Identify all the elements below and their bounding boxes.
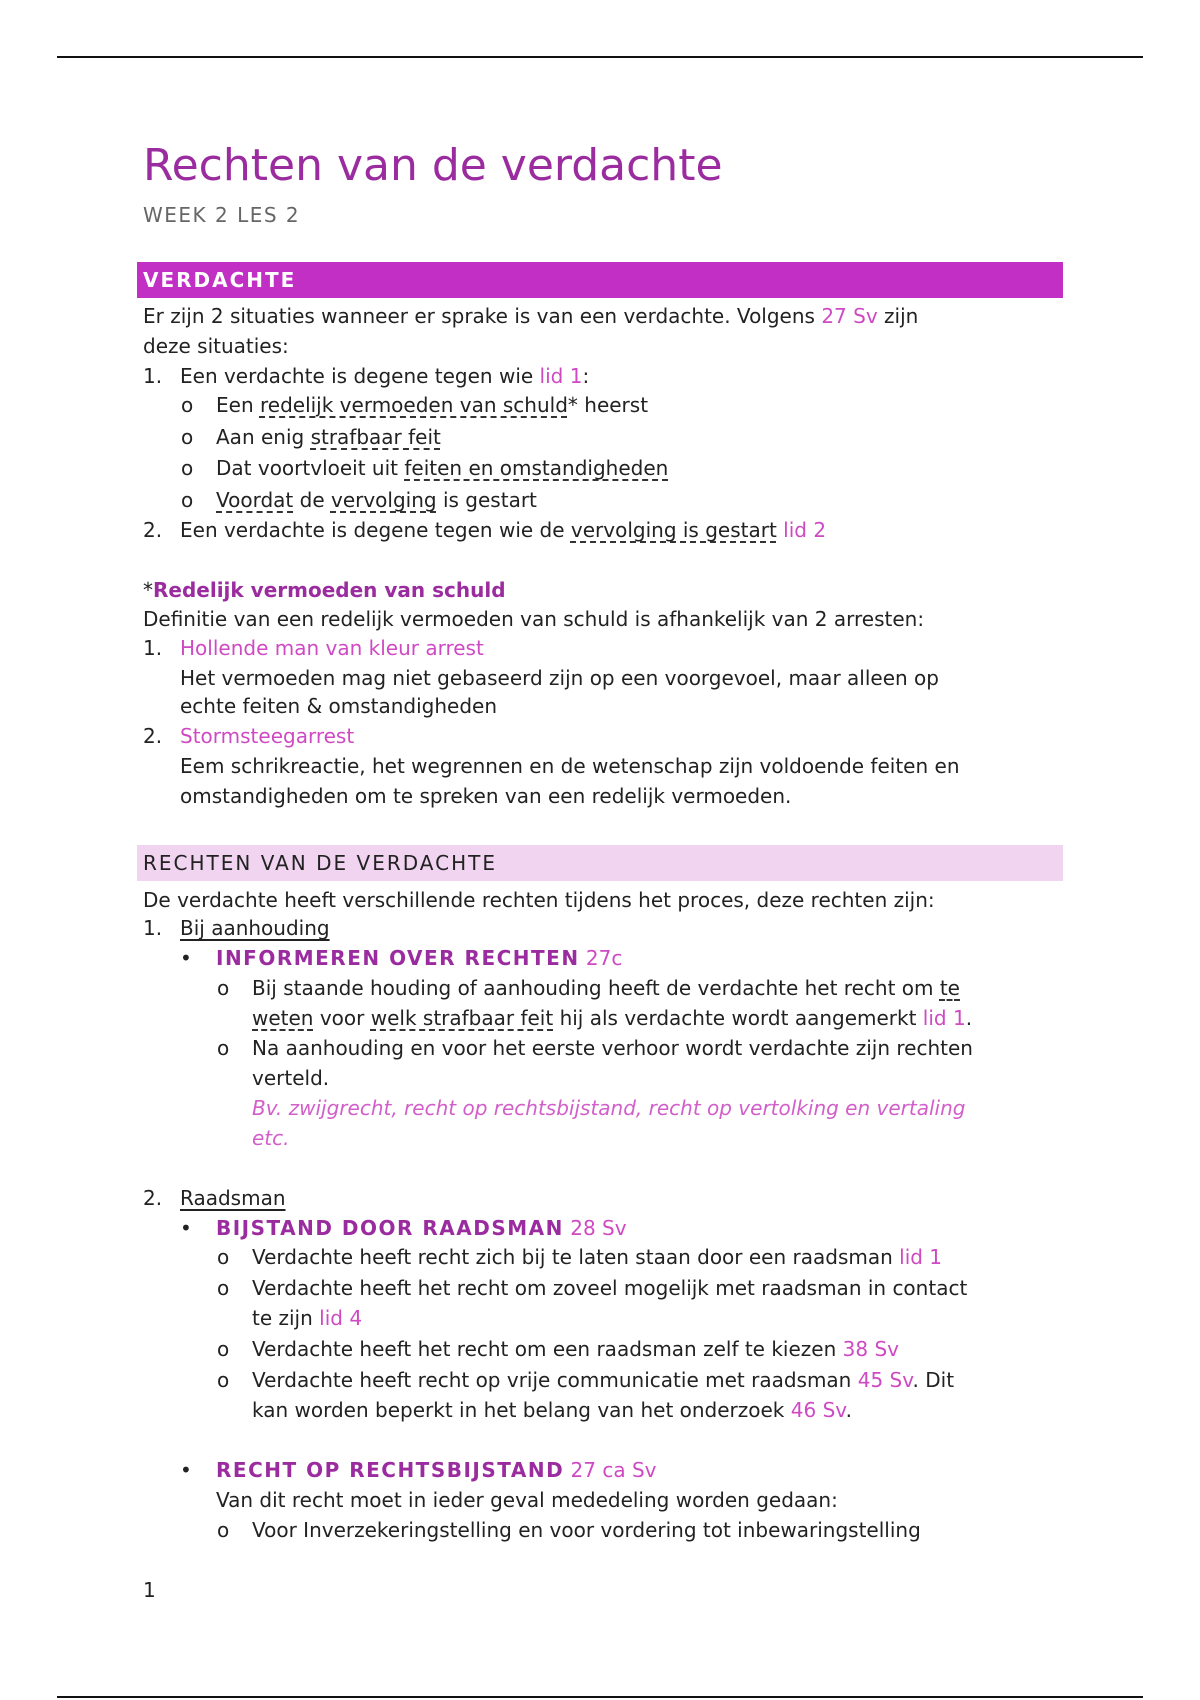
list-bullet-o: o (217, 1368, 230, 1392)
list-item-continuation (252, 1004, 972, 1032)
list-item (252, 1366, 954, 1394)
list-number: 2. (143, 724, 163, 748)
text: Dat voortvloeit uit (216, 456, 398, 480)
law-reference: lid 1 (922, 1006, 966, 1030)
arrest-title: Stormsteegarrest (180, 724, 355, 748)
list-number: 2. (143, 1186, 163, 1210)
section-heading-rechten: RECHTEN VAN DE VERDACHTE (137, 845, 1063, 881)
list-bullet-dot: • (180, 1458, 192, 1482)
law-reference: 38 Sv (842, 1337, 899, 1361)
text: . (845, 1398, 852, 1422)
list-item (216, 423, 441, 451)
underlined-term: feiten en omstandigheden (404, 456, 669, 480)
list-item-continuation (252, 1304, 362, 1332)
text: * heerst (567, 393, 649, 417)
law-reference: 45 Sv (857, 1368, 913, 1392)
list-number: 2. (143, 518, 163, 542)
page-subtitle: WEEK 2 LES 2 (143, 203, 301, 227)
law-reference: lid 2 (783, 518, 827, 542)
paragraph-line: deze situaties: (143, 334, 289, 358)
law-reference: lid 4 (319, 1306, 363, 1330)
underlined-term: weten (252, 1006, 314, 1030)
list-number: 1. (143, 916, 163, 940)
page-number: 1 (143, 1578, 156, 1602)
law-reference: 27c (585, 946, 623, 970)
header-rule (57, 56, 1143, 58)
paragraph-line: echte feiten & omstandigheden (180, 694, 498, 718)
list-bullet-dot: • (180, 946, 192, 970)
underlined-term: Voordat (216, 488, 294, 512)
text: Verdachte heeft het recht om een raadsman zelf te kiezen (252, 1337, 837, 1361)
category-title: Raadsman (180, 1186, 286, 1210)
list-bullet-o: o (217, 1518, 230, 1542)
page-title: Rechten van de verdachte (143, 140, 723, 191)
text: de (299, 488, 325, 512)
asterisk: * (143, 578, 153, 602)
arrest-title: Hollende man van kleur arrest (180, 636, 484, 660)
list-number: 1. (143, 364, 163, 388)
rights-heading (216, 944, 622, 972)
text: voor (319, 1006, 365, 1030)
rights-heading-text: RECHT OP RECHTSBIJSTAND (216, 1458, 565, 1482)
subheading-text: Redelijk vermoeden van schuld (153, 578, 506, 602)
text: Een (216, 393, 254, 417)
text: . (965, 1006, 973, 1030)
text: Aan enig (216, 425, 305, 449)
underlined-term: te (939, 976, 960, 1000)
text: Een verdachte is degene tegen wie de (180, 518, 565, 542)
list-bullet-o: o (217, 976, 230, 1000)
list-item (252, 974, 960, 1002)
list-bullet-dot: • (180, 1216, 192, 1240)
list-item (252, 1335, 899, 1363)
law-reference: lid 1 (539, 364, 583, 388)
list-bullet-o: o (181, 456, 194, 480)
list-bullet-o: o (217, 1337, 230, 1361)
list-bullet-o: o (217, 1276, 230, 1300)
list-item-continuation (252, 1396, 852, 1424)
rights-heading-text: INFORMEREN OVER RECHTEN (216, 946, 580, 970)
text: kan worden beperkt in het belang van het onderzoek (252, 1398, 785, 1422)
list-bullet-o: o (181, 425, 194, 449)
paragraph-line: Het vermoeden mag niet gebaseerd zijn op een voorgevoel, maar alleen op (180, 666, 939, 690)
text: is gestart (442, 488, 537, 512)
list-item (180, 516, 826, 544)
list-bullet-o: o (181, 488, 194, 512)
example-text: etc. (252, 1126, 290, 1150)
text: : (582, 364, 590, 388)
list-item (216, 391, 648, 419)
law-reference: 46 Sv (790, 1398, 846, 1422)
list-item-continuation: verteld. (252, 1066, 330, 1090)
paragraph-line: Definitie van een redelijk vermoeden van schuld is afhankelijk van 2 arresten: (143, 607, 925, 631)
law-reference: 28 Sv (570, 1216, 627, 1240)
list-item: Na aanhouding en voor het eerste verhoor wordt verdachte zijn rechten (252, 1036, 973, 1060)
paragraph-line (143, 302, 918, 330)
list-item (216, 486, 537, 514)
list-item: Voor Inverzekeringstelling en voor vordering tot inbewaringstelling (252, 1518, 921, 1542)
list-item (252, 1243, 942, 1271)
underlined-term: vervolging (330, 488, 437, 512)
list-item: Verdachte heeft het recht om zoveel mogelijk met raadsman in contact (252, 1276, 968, 1300)
paragraph-line: omstandigheden om te spreken van een redelijk vermoeden. (180, 784, 792, 808)
rights-heading (216, 1214, 627, 1242)
text: . Dit (912, 1368, 955, 1392)
law-reference: 27 Sv (821, 304, 878, 328)
rights-heading-text: BIJSTAND DOOR RAADSMAN (216, 1216, 564, 1240)
underlined-term: redelijk vermoeden van schuld (259, 393, 568, 417)
text: hij als verdachte wordt aangemerkt (559, 1006, 917, 1030)
text: Verdachte heeft recht zich bij te laten staan door een raadsman (252, 1245, 893, 1269)
list-item (180, 362, 589, 390)
rights-heading (216, 1456, 656, 1484)
list-bullet-o: o (217, 1245, 230, 1269)
underlined-term: strafbaar feit (310, 425, 441, 449)
list-bullet-o: o (217, 1036, 230, 1060)
paragraph-line: Van dit recht moet in ieder geval mededeling worden gedaan: (216, 1488, 838, 1512)
list-item (216, 454, 668, 482)
law-reference: lid 1 (899, 1245, 943, 1269)
text: te zijn (252, 1306, 313, 1330)
list-number: 1. (143, 636, 163, 660)
subheading-redelijk-vermoeden (143, 576, 506, 604)
paragraph-line: De verdachte heeft verschillende rechten tijdens het proces, deze rechten zijn: (143, 888, 935, 912)
example-text: Bv. zwijgrecht, recht op rechtsbijstand, recht op vertolking en vertaling (252, 1096, 966, 1120)
underlined-term: welk strafbaar feit (370, 1006, 554, 1030)
law-reference: 27 ca Sv (570, 1458, 657, 1482)
text: Verdachte heeft recht op vrije communicatie met raadsman (252, 1368, 852, 1392)
text: zijn (884, 304, 919, 328)
category-title: Bij aanhouding (180, 916, 330, 940)
footer-rule (57, 1696, 1143, 1698)
section-heading-verdachte: VERDACHTE (137, 262, 1063, 298)
text: Er zijn 2 situaties wanneer er sprake is van een verdachte. Volgens (143, 304, 815, 328)
text: Bij staande houding of aanhouding heeft de verdachte het recht om (252, 976, 934, 1000)
underlined-term: vervolging is gestart (570, 518, 777, 542)
list-bullet-o: o (181, 393, 194, 417)
text: Een verdachte is degene tegen wie (180, 364, 534, 388)
paragraph-line: Eem schrikreactie, het wegrennen en de wetenschap zijn voldoende feiten en (180, 754, 960, 778)
